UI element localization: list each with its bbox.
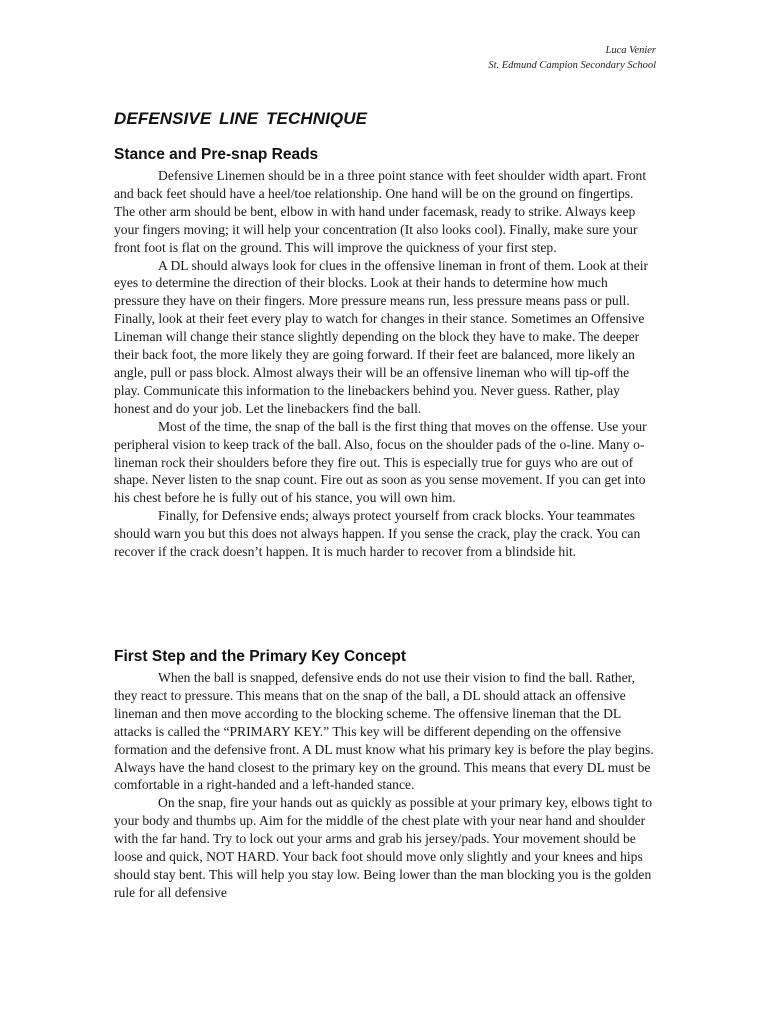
section-body-primary-key	[114, 669, 654, 902]
page-header	[488, 44, 656, 73]
section-heading-stance: Stance and Pre-snap Reads	[114, 146, 319, 163]
author-name: Luca Venier	[605, 45, 656, 56]
paragraph: Finally, for Defensive ends; always protect yourself from crack blocks. Your teammates should warn you but this does not always happen. If you sense the crack, play the crack. You can recover if the crack doesn’t happen. It is much harder to recover from a blindside hit.	[114, 508, 641, 560]
paragraph: Most of the time, the snap of the ball is the first thing that moves on the offense. Use your peripheral vision to keep track of the ball. Also, focus on the shoulder pads of the o-line. Many o-lineman rock their shoulders before they fire out. This is especially true for guys who are out of shape. Never listen to the snap count. Fire out as soon as you sense movement. If you can get into his chest before he is fully out of his stance, you will own him.	[114, 418, 647, 506]
paragraph: Defensive Linemen should be in a three point stance with feet shoulder width apart. Front and back feet should have a heel/toe relationship. One hand will be on the ground on fingertips. The other arm should be bent, elbow in with hand under facemask, ready to strike. Always keep your fingers moving; it will help your concentration (It also looks cool). Finally, make sure your front foot is flat on the ground. This will improve the quickness of your first step.	[114, 168, 647, 255]
section-heading-primary-key: First Step and the Primary Key Concept	[114, 648, 406, 665]
paragraph: A DL should always look for clues in the offensive lineman in front of them. Look at their eyes to determine the direction of their blocks. Look at their hands to determine how much pressure they have on their fingers. More pressure means run, less pressure means pass or pull. Finally, look at their feet every play to watch for changes in their stance. Sometimes an Offensive Lineman will change their stance slightly depending on the block they have to make. The deeper their back foot, the more likely they are going forward. If their feet are balanced, more likely an angle, pull or pass block. Almost always their will be an offensive lineman who will tip-off the play. Communicate this information to the linebackers behind you. Never guess. Rather, play honest and do your job. Let the linebackers find the ball.	[114, 257, 649, 416]
paragraph: When the ball is snapped, defensive ends do not use their vision to find the ball. Rather, they react to pressure. This means that on the snap of the ball, a DL should attack an offensive lineman and then move according to the blocking scheme. The offensive lineman that the DL attacks is called the “PRIMARY KEY.” This key will be different depending on the offensive formation and the defensive front. A DL must know what his primary key is before the play begins. Always have the hand closest to the primary key on the ground. This means that every DL must be comfortable in a right-handed and a left-handed stance.	[114, 670, 654, 793]
document-title: DEFENSIVE LINE TECHNIQUE	[114, 109, 368, 128]
school-name: St. Edmund Campion Secondary School	[488, 59, 656, 71]
paragraph: On the snap, fire your hands out as quickly as possible at your primary key, elbows tight to your body and thumbs up. Aim for the middle of the chest plate with your near hand and shoulder with the far hand. Try to lock out your arms and grab his jersey/pads. Your movement should be loose and quick, NOT HARD. Your back foot should move only slightly and your knees and hips should stay bent. This will help you stay low. Being lower than the man blocking you is the golden rule for all defensive	[114, 795, 653, 900]
section-body-stance	[114, 167, 654, 561]
